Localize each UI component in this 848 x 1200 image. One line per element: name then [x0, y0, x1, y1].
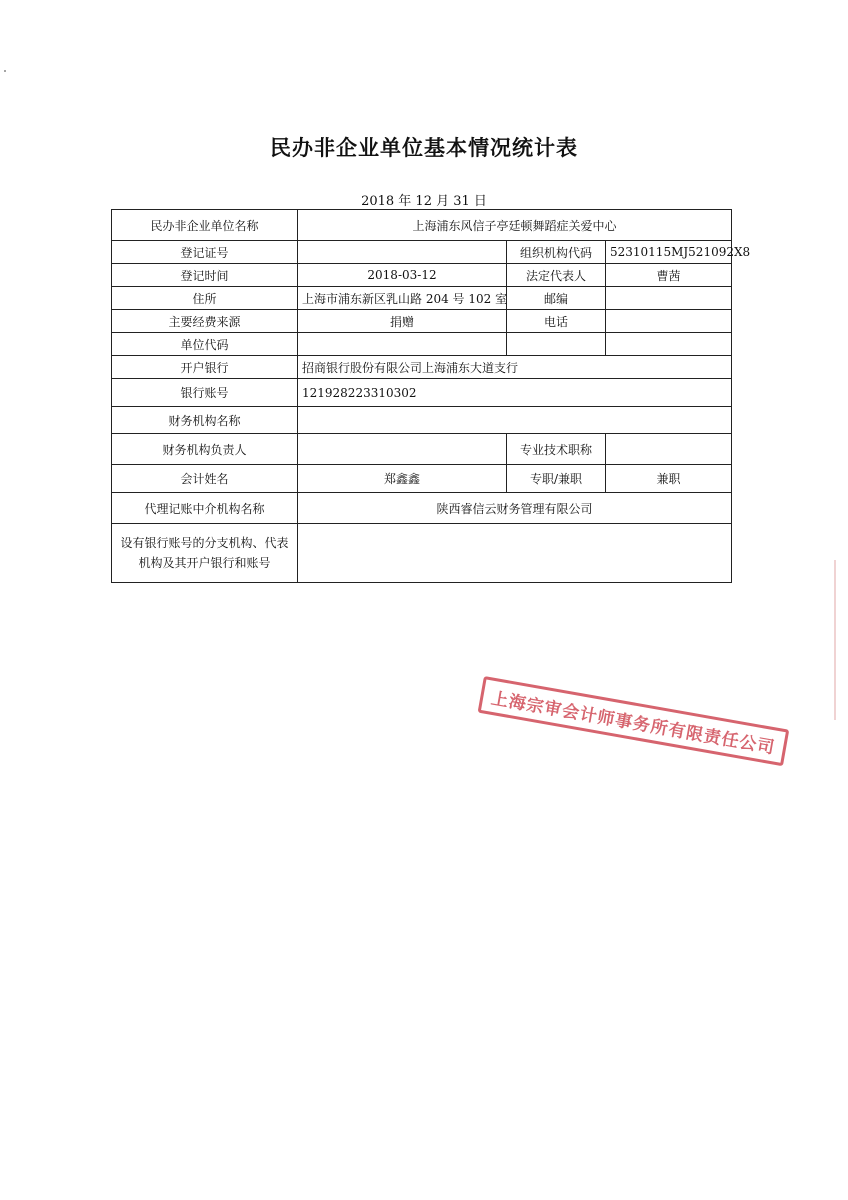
table-row — [112, 434, 732, 465]
label-unit-code: 单位代码 — [112, 333, 298, 356]
value-agent: 陕西睿信云财务管理有限公司 — [298, 493, 732, 524]
value-bank: 招商银行股份有限公司上海浦东大道支行 — [298, 356, 732, 379]
table-row — [112, 493, 732, 524]
label-agent: 代理记账中介机构名称 — [112, 493, 298, 524]
value-funding: 捐赠 — [298, 310, 507, 333]
value-branch — [298, 524, 732, 583]
table-row — [112, 264, 732, 287]
label-postcode: 邮编 — [507, 287, 606, 310]
report-date: 2018 年 12 月 31 日 — [361, 194, 487, 209]
table-row — [112, 241, 732, 264]
document-title: 民办非企业单位基本情况统计表 — [270, 136, 578, 160]
label-reg-no: 登记证号 — [112, 241, 298, 264]
value-postcode — [606, 287, 732, 310]
table-row — [112, 524, 732, 583]
table-row — [112, 356, 732, 379]
value-fin-head — [298, 434, 507, 465]
table-row — [112, 210, 732, 241]
label-funding: 主要经费来源 — [112, 310, 298, 333]
scan-bleed-mark — [834, 560, 836, 720]
table-row — [112, 287, 732, 310]
company-stamp: 上海宗审会计师事务所有限责任公司 — [478, 676, 790, 766]
table-row — [112, 407, 732, 434]
label-unit-name: 民办非企业单位名称 — [112, 210, 298, 241]
value-fin-org — [298, 407, 732, 434]
label-phone: 电话 — [507, 310, 606, 333]
label-fin-org: 财务机构名称 — [112, 407, 298, 434]
value-org-code: 52310115MJ521092X8 — [606, 241, 732, 264]
table-row — [112, 465, 732, 493]
scan-speck — [4, 70, 6, 72]
table-row — [112, 310, 732, 333]
label-tech-title: 专业技术职称 — [507, 434, 606, 465]
value-unit-code — [298, 333, 507, 356]
label-fin-head: 财务机构负责人 — [112, 434, 298, 465]
value-legal-rep: 曹茜 — [606, 264, 732, 287]
value-address: 上海市浦东新区乳山路 204 号 102 室 — [298, 287, 507, 310]
table-row — [112, 379, 732, 407]
value-full-part: 兼职 — [606, 465, 732, 493]
label-accountant: 会计姓名 — [112, 465, 298, 493]
value-tech-title — [606, 434, 732, 465]
label-branch: 设有银行账号的分支机构、代表机构及其开户银行和账号 — [112, 524, 298, 583]
label-account: 银行账号 — [112, 379, 298, 407]
value-phone — [606, 310, 732, 333]
value-account: 121928223310302 — [298, 379, 732, 407]
table-row — [112, 333, 732, 356]
label-reg-time: 登记时间 — [112, 264, 298, 287]
empty-cell — [507, 333, 606, 356]
label-address: 住所 — [112, 287, 298, 310]
value-unit-name: 上海浦东风信子亭廷顿舞蹈症关爱中心 — [298, 210, 732, 241]
empty-cell — [606, 333, 732, 356]
value-reg-no — [298, 241, 507, 264]
value-reg-time: 2018-03-12 — [298, 264, 507, 287]
label-legal-rep: 法定代表人 — [507, 264, 606, 287]
value-accountant: 郑鑫鑫 — [298, 465, 507, 493]
statistics-table — [111, 209, 751, 583]
label-org-code: 组织机构代码 — [507, 241, 606, 264]
label-full-part: 专职/兼职 — [507, 465, 606, 493]
label-bank: 开户银行 — [112, 356, 298, 379]
